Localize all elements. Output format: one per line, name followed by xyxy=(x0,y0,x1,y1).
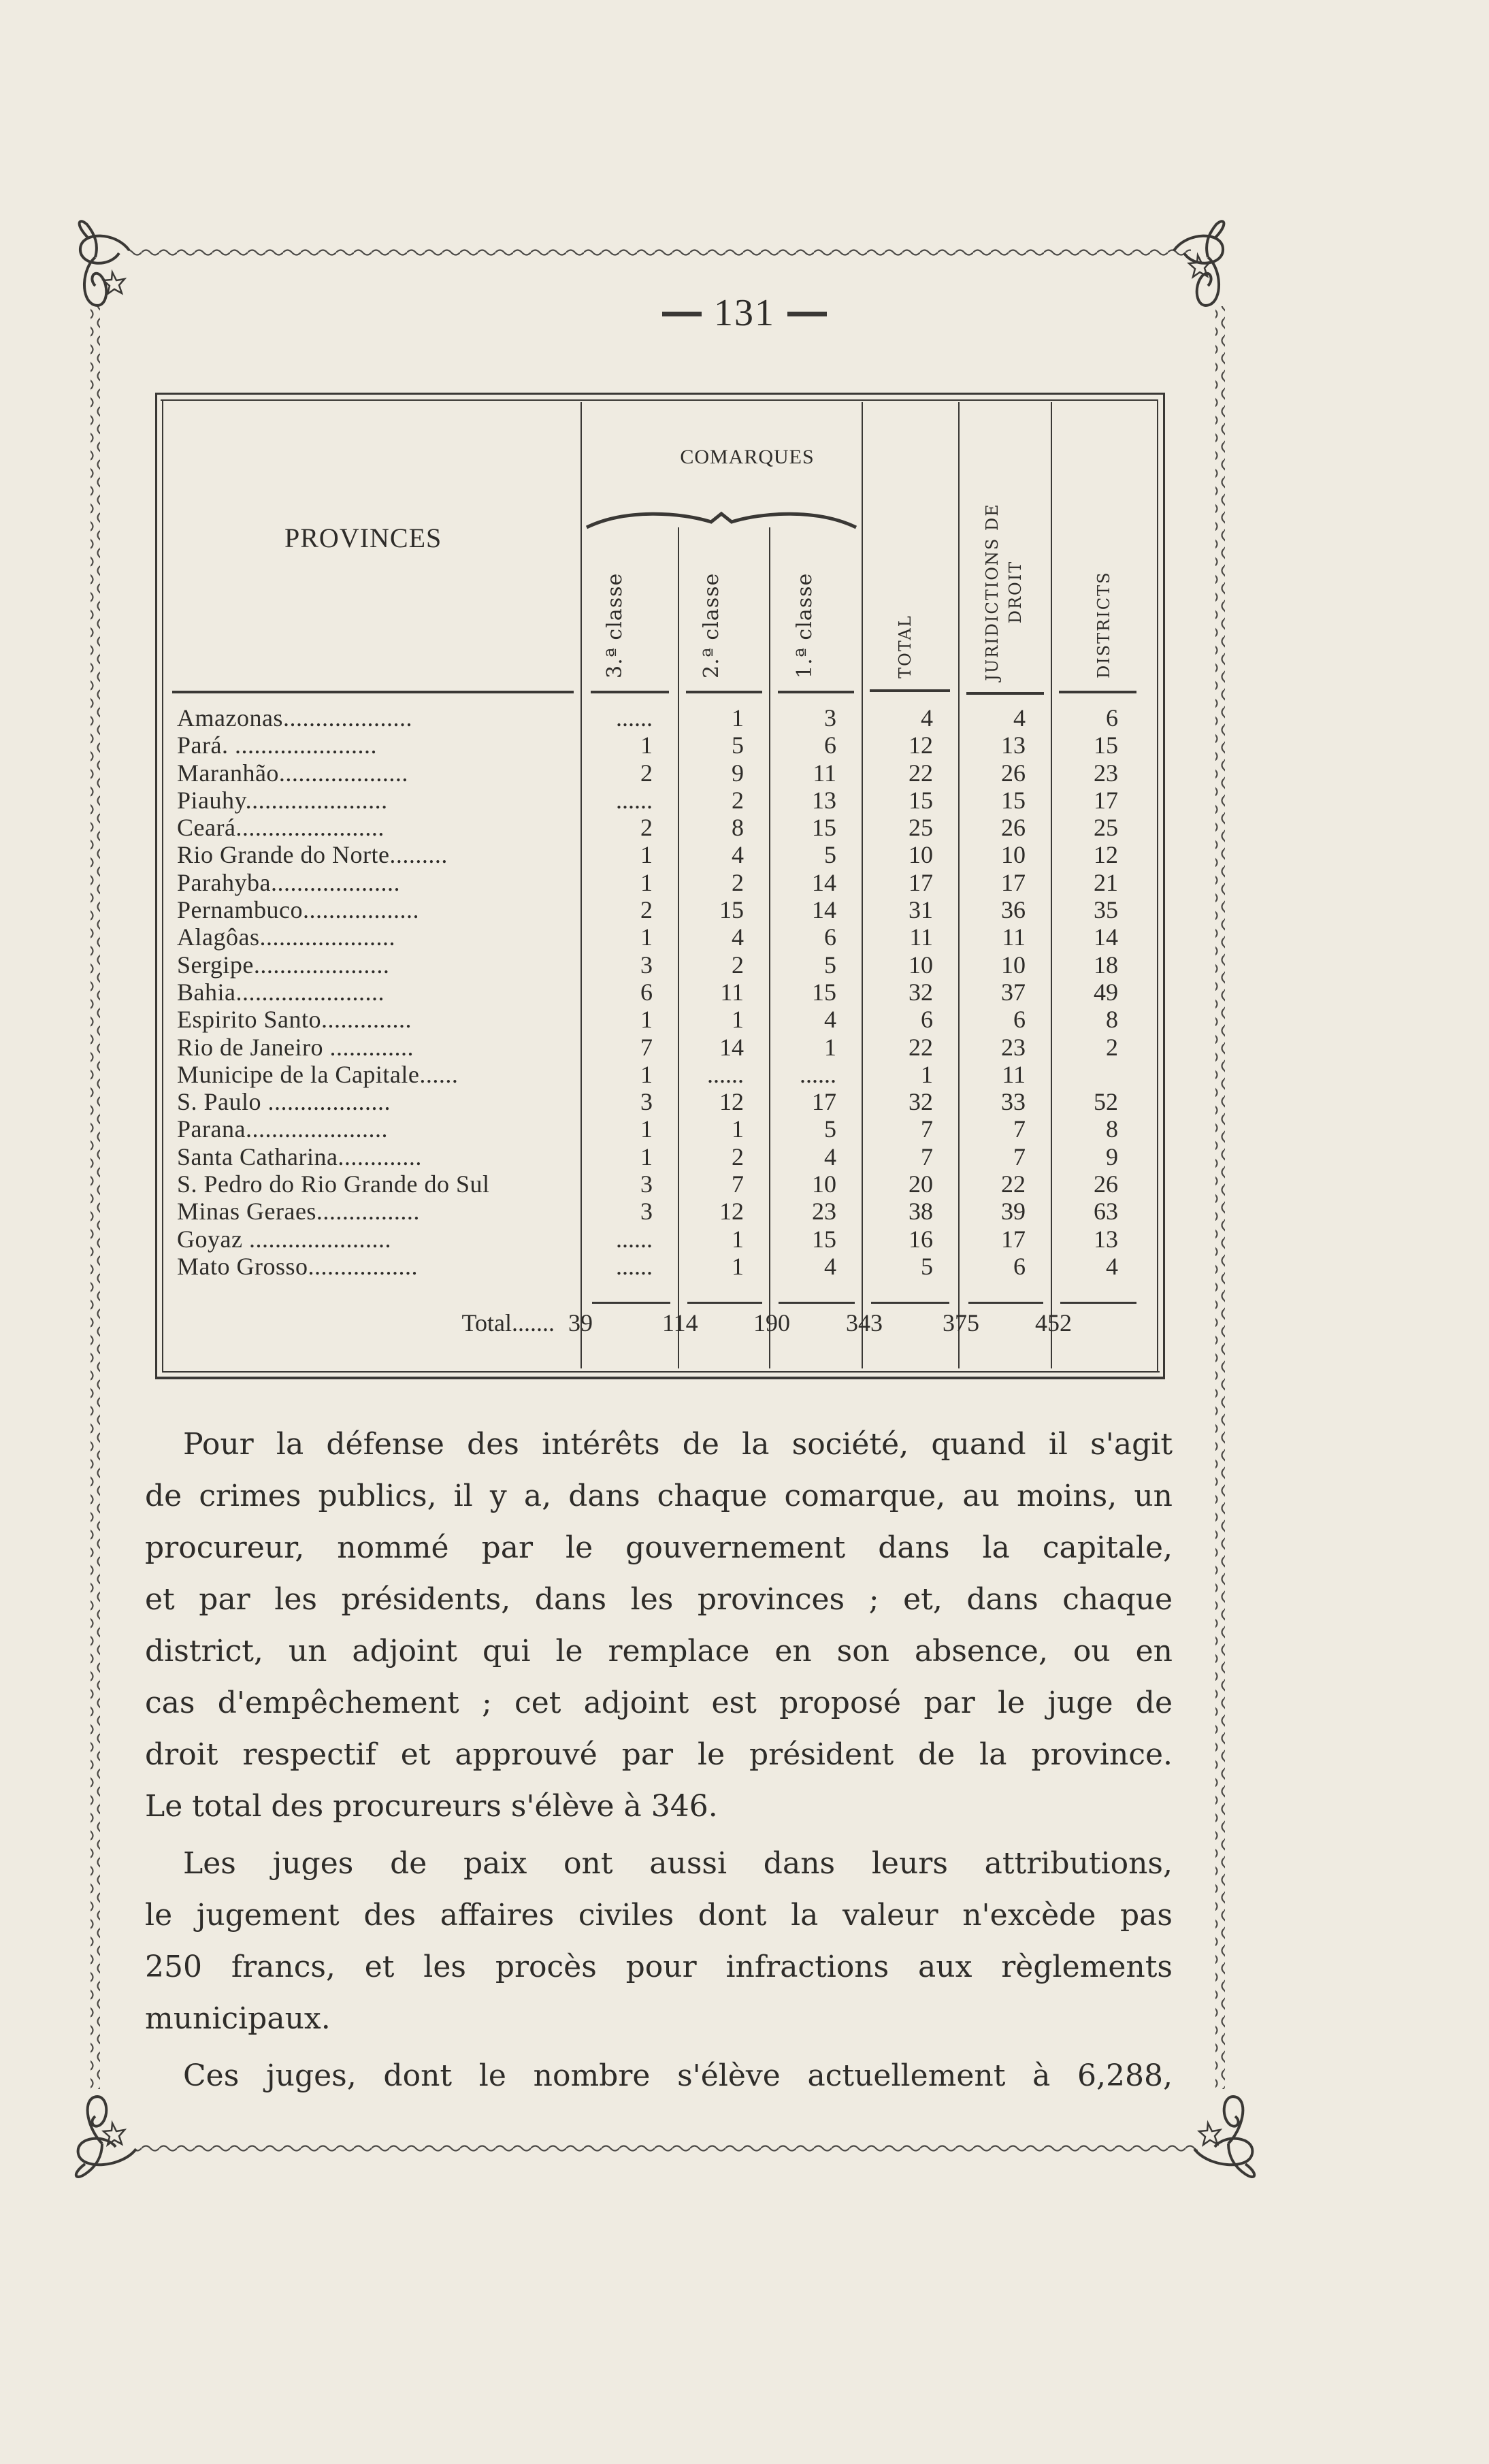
table-row xyxy=(177,1226,1157,1253)
cell-classe-2: 2 xyxy=(732,951,744,979)
cell-classe-2: 15 xyxy=(719,896,744,924)
cell-classe-3: 1 xyxy=(640,1006,653,1034)
cell-classe-1: 4 xyxy=(824,1252,836,1280)
province-name: Rio Grande do Norte......... xyxy=(177,841,448,869)
province-name: Santa Catharina............. xyxy=(177,1143,422,1170)
cell-districts: 8 xyxy=(1106,1115,1118,1143)
total-districts: 452 xyxy=(1035,1309,1072,1336)
text-line: Le total des procureurs s'élève à 346. xyxy=(145,1789,718,1824)
total-rule xyxy=(871,1302,949,1304)
cell-classe-2: 1 xyxy=(732,1115,744,1143)
cell-juridictions: 13 xyxy=(1001,732,1026,759)
cell-classe-1: 15 xyxy=(812,1225,836,1253)
total-rule xyxy=(1060,1302,1136,1304)
cell-total: 15 xyxy=(909,786,933,814)
province-name: Alagôas..................... xyxy=(177,923,395,951)
paragraph xyxy=(145,2050,1173,2102)
cell-districts: 13 xyxy=(1094,1225,1118,1253)
total-classe-2: 114 xyxy=(662,1309,698,1336)
cell-juridictions: 39 xyxy=(1001,1198,1026,1226)
page-number xyxy=(0,291,1489,335)
cell-classe-2: 11 xyxy=(720,978,744,1006)
table-border xyxy=(155,1377,1165,1379)
table-row xyxy=(177,1088,1157,1115)
table-border xyxy=(155,393,157,1379)
cell-classe-1: 15 xyxy=(812,978,836,1006)
cell-districts: 14 xyxy=(1094,923,1118,951)
cell-juridictions: 7 xyxy=(1013,1143,1026,1170)
table-row xyxy=(177,951,1157,979)
total-classe-3: 39 xyxy=(568,1309,593,1336)
cell-districts: 26 xyxy=(1094,1170,1118,1198)
cell-classe-3: 6 xyxy=(640,978,653,1006)
cell-classe-1: 14 xyxy=(812,868,836,896)
cell-classe-1: 5 xyxy=(824,841,836,869)
cell-juridictions: 15 xyxy=(1001,786,1026,814)
table-border xyxy=(161,399,1158,401)
province-name: Parana...................... xyxy=(177,1115,388,1143)
cell-juridictions: 6 xyxy=(1013,1252,1026,1280)
cell-classe-2: 9 xyxy=(732,759,744,787)
cell-juridictions: 17 xyxy=(1001,868,1026,896)
header-provinces: PROVINCES xyxy=(284,523,442,553)
total-rule xyxy=(968,1302,1043,1304)
cell-classe-2: 8 xyxy=(732,814,744,842)
header-juridictions xyxy=(981,500,1027,684)
cell-classe-2: 1 xyxy=(732,1225,744,1253)
cell-classe-2: 4 xyxy=(732,923,744,951)
table-row xyxy=(177,1115,1157,1143)
paragraph-gap xyxy=(145,1833,1173,1838)
cell-classe-2: 1 xyxy=(732,704,744,732)
text-line: Pour la défense des intérêts de la société, quand il s'agit xyxy=(183,1427,1173,1462)
text-line: et par les présidents, dans les provinces ; et, dans chaque xyxy=(145,1582,1173,1617)
total-total: 343 xyxy=(846,1309,883,1336)
header-districts: DISTRICTS xyxy=(1094,571,1113,678)
table-row xyxy=(177,1143,1157,1170)
cell-total: 16 xyxy=(909,1225,933,1253)
text-line: municipaux. xyxy=(145,2001,331,2036)
cell-classe-3: 3 xyxy=(640,1198,653,1226)
text-line: procureur, nommé par le gouvernement dans la capitale, xyxy=(145,1530,1173,1565)
table-row xyxy=(177,923,1157,951)
cell-classe-1: 5 xyxy=(824,951,836,979)
province-name: Pernambuco.................. xyxy=(177,896,419,924)
cell-juridictions: 10 xyxy=(1001,951,1026,979)
cell-juridictions: 26 xyxy=(1001,814,1026,842)
table-row xyxy=(177,759,1157,787)
cell-districts: 52 xyxy=(1094,1088,1118,1116)
cell-classe-3: 1 xyxy=(640,868,653,896)
cell-classe-2: 4 xyxy=(732,841,744,869)
cell-districts: 23 xyxy=(1094,759,1118,787)
table-border xyxy=(1163,393,1165,1379)
cell-classe-3: 1 xyxy=(640,1115,653,1143)
table-row xyxy=(177,979,1157,1006)
header-juridictions-line1: JURIDICTIONS DE xyxy=(983,503,1002,681)
province-name: Bahia....................... xyxy=(177,978,384,1006)
cell-classe-3: ...... xyxy=(616,704,653,732)
header-classe-2: 2.ª classe xyxy=(700,572,723,678)
province-name: Pará. ...................... xyxy=(177,732,377,759)
cell-classe-1: ...... xyxy=(800,1060,836,1088)
cell-districts xyxy=(1035,1061,1134,1088)
cell-districts: 2 xyxy=(1106,1033,1118,1061)
cell-juridictions: 17 xyxy=(1001,1225,1026,1253)
top-wavy-rule xyxy=(129,246,1191,256)
cell-total: 17 xyxy=(909,868,933,896)
cell-districts: 15 xyxy=(1094,732,1118,759)
cell-classe-3: 2 xyxy=(640,814,653,842)
province-name: Maranhão.................... xyxy=(177,759,408,787)
header-rule xyxy=(591,691,669,693)
header-classe-3: 3.ª classe xyxy=(603,572,627,678)
text-line: 250 francs, et les procès pour infractions aux règlements xyxy=(145,1950,1173,1984)
cell-juridictions: 36 xyxy=(1001,896,1026,924)
cell-juridictions: 10 xyxy=(1001,841,1026,869)
cell-districts: 63 xyxy=(1094,1198,1118,1226)
province-name: Piauhy...................... xyxy=(177,786,388,814)
header-rule xyxy=(172,691,574,693)
cell-classe-1: 5 xyxy=(824,1115,836,1143)
left-wavy-rule xyxy=(91,306,100,2089)
header-juridictions-line2: DROIT xyxy=(1006,560,1025,624)
bottom-wavy-rule xyxy=(136,2143,1198,2153)
cell-districts: 18 xyxy=(1094,951,1118,979)
cell-juridictions: 26 xyxy=(1001,759,1026,787)
cell-juridictions: 11 xyxy=(1002,923,1026,951)
cell-classe-1: 4 xyxy=(824,1006,836,1034)
cell-classe-1: 17 xyxy=(812,1088,836,1116)
header-classe-1: 1.ª classe xyxy=(793,572,817,678)
province-name: Rio de Janeiro ............. xyxy=(177,1033,414,1061)
cell-total: 31 xyxy=(909,896,933,924)
cell-classe-2: 7 xyxy=(732,1170,744,1198)
cell-juridictions: 23 xyxy=(1001,1033,1026,1061)
right-wavy-rule xyxy=(1215,306,1225,2089)
header-rule xyxy=(1059,691,1136,693)
text-line: de crimes publics, il y a, dans chaque comarque, au moins, un xyxy=(145,1479,1173,1513)
province-name: Ceará....................... xyxy=(177,814,384,842)
text-line: droit respectif et approuvé par le président de la province. xyxy=(145,1737,1173,1772)
cell-districts: 4 xyxy=(1106,1252,1118,1280)
paragraph-gap xyxy=(145,2045,1173,2050)
header-comarques: COMARQUES xyxy=(680,446,815,468)
cell-classe-3: 3 xyxy=(640,951,653,979)
province-name: S. Pedro do Rio Grande do Sul xyxy=(177,1170,490,1198)
cell-classe-3: 2 xyxy=(640,896,653,924)
cell-juridictions: 33 xyxy=(1001,1088,1026,1116)
cell-classe-1: 3 xyxy=(824,704,836,732)
cell-classe-2: 2 xyxy=(732,1143,744,1170)
cell-classe-2: 14 xyxy=(719,1033,744,1061)
cell-classe-1: 13 xyxy=(812,786,836,814)
province-name: Goyaz ...................... xyxy=(177,1225,391,1253)
province-name: Municipe de la Capitale...... xyxy=(177,1060,459,1088)
page-number-dash-right xyxy=(787,312,827,316)
cell-total: 32 xyxy=(909,978,933,1006)
table-row xyxy=(177,1170,1157,1198)
total-rule xyxy=(592,1302,670,1304)
cell-classe-3: ...... xyxy=(616,1225,653,1253)
table-total-row xyxy=(177,1309,1157,1336)
province-name: Mato Grosso................. xyxy=(177,1252,418,1280)
table-row xyxy=(177,841,1157,868)
text-line: Ces juges, dont le nombre s'élève actuellement à 6,288, xyxy=(183,2058,1173,2093)
cell-total: 25 xyxy=(909,814,933,842)
cell-total: 7 xyxy=(921,1143,933,1170)
table-row xyxy=(177,704,1157,732)
paragraph xyxy=(145,1419,1173,1833)
total-classe-1: 190 xyxy=(753,1309,790,1336)
cell-juridictions: 4 xyxy=(1013,704,1026,732)
cell-districts: 12 xyxy=(1094,841,1118,869)
header-rule xyxy=(966,692,1044,695)
table-row xyxy=(177,787,1157,814)
cell-total: 22 xyxy=(909,759,933,787)
cell-districts: 21 xyxy=(1094,868,1118,896)
text-line: district, un adjoint qui le remplace en son absence, ou en xyxy=(145,1634,1173,1669)
cell-total: 7 xyxy=(921,1115,933,1143)
table-border xyxy=(1157,399,1158,1373)
header-rule xyxy=(686,691,762,693)
cell-classe-3: 2 xyxy=(640,759,653,787)
body-text xyxy=(145,1419,1173,2102)
cell-classe-1: 1 xyxy=(824,1033,836,1061)
cell-districts: 17 xyxy=(1094,786,1118,814)
cell-classe-2: 12 xyxy=(719,1088,744,1116)
header-rule xyxy=(870,689,950,692)
cell-classe-1: 6 xyxy=(824,732,836,759)
cell-classe-2: 5 xyxy=(732,732,744,759)
cell-classe-2: 1 xyxy=(732,1252,744,1280)
table-row xyxy=(177,869,1157,896)
cell-juridictions: 7 xyxy=(1013,1115,1026,1143)
table-border xyxy=(162,1371,1160,1373)
cell-districts: 49 xyxy=(1094,978,1118,1006)
page-number-value: 131 xyxy=(714,292,775,334)
province-name: Sergipe..................... xyxy=(177,951,390,979)
cell-juridictions: 11 xyxy=(1002,1060,1026,1088)
table-row xyxy=(177,732,1157,759)
cell-districts: 35 xyxy=(1094,896,1118,924)
cell-classe-3: 1 xyxy=(640,923,653,951)
cell-classe-1: 23 xyxy=(812,1198,836,1226)
cell-classe-2: 12 xyxy=(719,1198,744,1226)
cell-classe-3: ...... xyxy=(616,786,653,814)
table-row xyxy=(177,1253,1157,1280)
cell-classe-3: 3 xyxy=(640,1170,653,1198)
province-name: Amazonas.................... xyxy=(177,704,412,732)
total-rule xyxy=(779,1302,855,1304)
courts-table xyxy=(155,393,1165,1379)
cell-classe-1: 4 xyxy=(824,1143,836,1170)
header-total: TOTAL xyxy=(896,614,915,678)
cell-classe-3: 3 xyxy=(640,1088,653,1116)
table-border xyxy=(155,393,1165,395)
table-row xyxy=(177,1034,1157,1061)
cell-classe-2: 2 xyxy=(732,786,744,814)
cell-total: 5 xyxy=(921,1252,933,1280)
cell-districts: 8 xyxy=(1106,1006,1118,1034)
total-juridictions: 375 xyxy=(943,1309,979,1336)
cell-classe-1: 10 xyxy=(812,1170,836,1198)
text-line: le jugement des affaires civiles dont la valeur n'excède pas xyxy=(145,1898,1173,1933)
province-name: S. Paulo ................... xyxy=(177,1088,391,1116)
table-row xyxy=(177,1061,1157,1088)
cell-total: 32 xyxy=(909,1088,933,1116)
corner-flourish-bottom-right-icon xyxy=(1194,2097,1254,2177)
text-line: Les juges de paix ont aussi dans leurs attributions, xyxy=(183,1846,1173,1881)
cell-districts: 9 xyxy=(1106,1143,1118,1170)
cell-districts: 25 xyxy=(1094,814,1118,842)
header-rule xyxy=(778,691,854,693)
total-rule xyxy=(687,1302,762,1304)
corner-flourish-bottom-left-icon xyxy=(76,2097,136,2177)
province-name: Parahyba.................... xyxy=(177,868,400,896)
table-border xyxy=(162,399,163,1373)
page-number-dash-left xyxy=(662,312,702,316)
province-name: Espirito Santo.............. xyxy=(177,1006,412,1034)
cell-classe-1: 15 xyxy=(812,814,836,842)
cell-total: 10 xyxy=(909,951,933,979)
cell-classe-1: 6 xyxy=(824,923,836,951)
cell-classe-3: 1 xyxy=(640,1143,653,1170)
cell-classe-1: 14 xyxy=(812,896,836,924)
table-row xyxy=(177,1006,1157,1033)
cell-classe-3: 1 xyxy=(640,841,653,869)
cell-classe-2: ...... xyxy=(707,1060,744,1088)
cell-juridictions: 6 xyxy=(1013,1006,1026,1034)
cell-total: 20 xyxy=(909,1170,933,1198)
total-label: Total....... xyxy=(461,1309,555,1336)
comarques-brace-icon xyxy=(585,507,857,534)
cell-classe-3: 1 xyxy=(640,732,653,759)
cell-juridictions: 22 xyxy=(1001,1170,1026,1198)
cell-districts: 6 xyxy=(1106,704,1118,732)
cell-total: 22 xyxy=(909,1033,933,1061)
table-body xyxy=(177,704,1157,1280)
cell-classe-3: 1 xyxy=(640,1060,653,1088)
cell-total: 12 xyxy=(909,732,933,759)
table-row xyxy=(177,814,1157,841)
text-line: cas d'empêchement ; cet adjoint est proposé par le juge de xyxy=(145,1686,1173,1720)
province-name: Minas Geraes................ xyxy=(177,1198,420,1226)
paragraph xyxy=(145,1838,1173,2045)
cell-total: 10 xyxy=(909,841,933,869)
cell-total: 6 xyxy=(921,1006,933,1034)
cell-total: 1 xyxy=(921,1060,933,1088)
cell-total: 38 xyxy=(909,1198,933,1226)
table-row xyxy=(177,896,1157,923)
cell-classe-2: 2 xyxy=(732,868,744,896)
cell-classe-2: 1 xyxy=(732,1006,744,1034)
cell-total: 4 xyxy=(921,704,933,732)
cell-juridictions: 37 xyxy=(1001,978,1026,1006)
table-row xyxy=(177,1198,1157,1225)
cell-total: 11 xyxy=(909,923,933,951)
cell-classe-3: ...... xyxy=(616,1252,653,1280)
cell-classe-3: 7 xyxy=(640,1033,653,1061)
cell-classe-1: 11 xyxy=(813,759,836,787)
